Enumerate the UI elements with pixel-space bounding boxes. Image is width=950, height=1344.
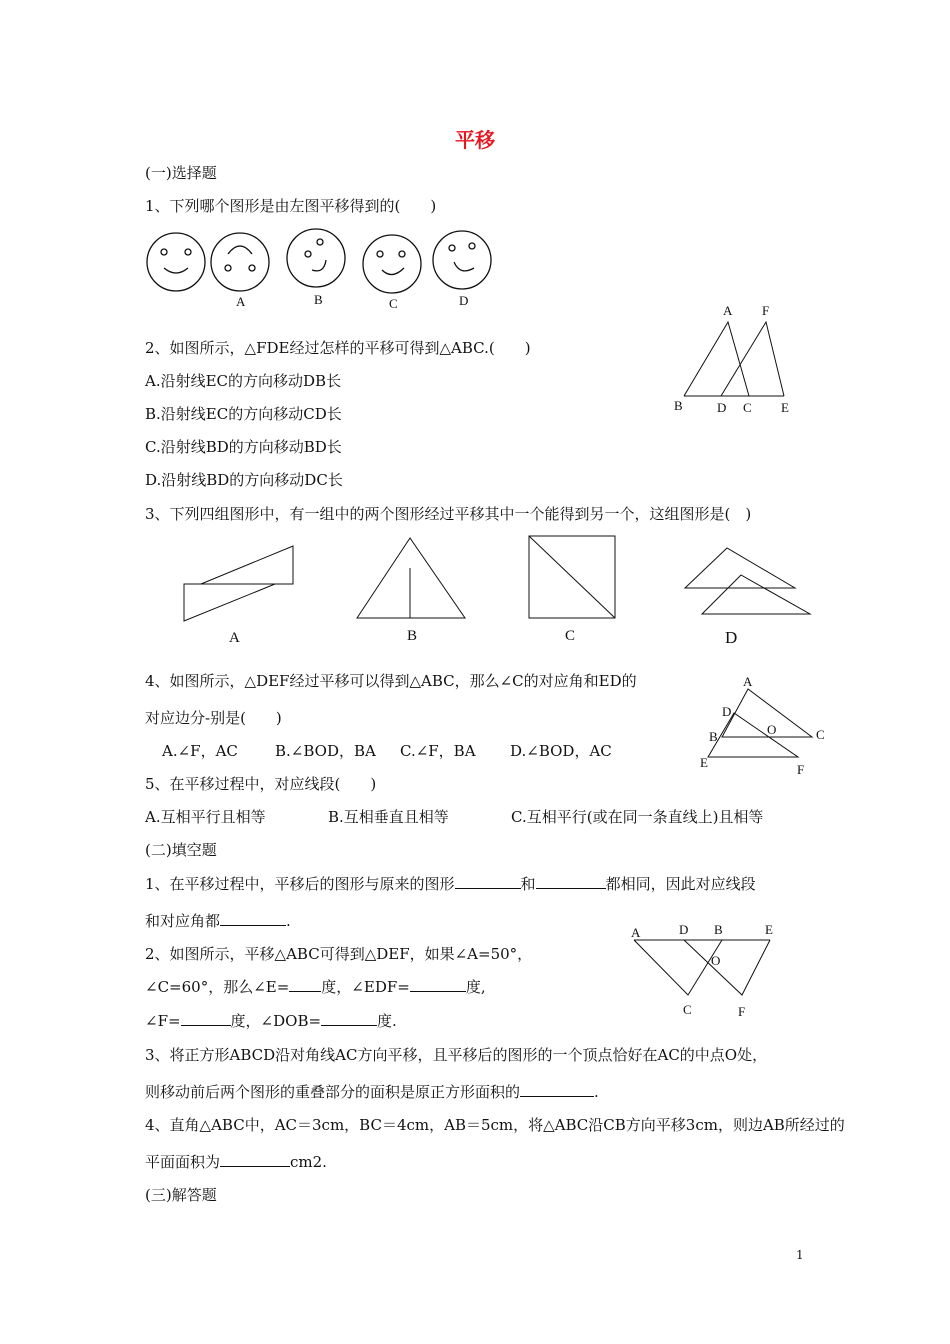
fill-1-text-b: 和: [520, 875, 536, 893]
fill-2-text-e: 度，∠DOB=: [230, 1012, 322, 1030]
question-2-text: 2、如图所示，△FDE经过怎样的平移可得到△ABC.( ): [145, 339, 531, 357]
fill-2-text-d: ∠F=: [145, 1012, 181, 1030]
q1-faces-figure: [140, 226, 500, 296]
face-option-b: [287, 229, 345, 287]
fill-3-line-2: [145, 1082, 599, 1102]
fill-4-text-a: 平面面积为: [145, 1153, 221, 1171]
fill-3-text-a: 则移动前后两个图形的重叠部分的面积是原正方形面积的: [145, 1083, 521, 1101]
q2-option-a: A.沿射线EC的方向移动DB长: [145, 372, 342, 390]
fill-2-line-1: 2、如图所示，平移△ABC可得到△DEF，如果∠A=50°，: [145, 945, 533, 963]
fill-2-line-3: [145, 1011, 397, 1031]
q4-fig-label-e: E: [700, 755, 708, 770]
q2-fig-label-b: B: [674, 398, 683, 413]
fill-1-text-d: 和对应角都: [145, 912, 221, 930]
q4-fig-label-b: B: [709, 729, 718, 744]
fill-1-text-c: 都相同，因此对应线段: [605, 875, 756, 893]
f2-fig-label-b: B: [714, 922, 723, 937]
q1-label-c: C: [389, 296, 398, 311]
fill-3-text-b: .: [594, 1083, 599, 1101]
q5-option-b: B.互相垂直且相等: [328, 808, 449, 826]
q1-label-b: B: [314, 292, 323, 307]
q2-fig-label-c: C: [743, 400, 752, 415]
f2-fig-label-f: F: [738, 1004, 746, 1019]
fill-1-text-e: .: [286, 912, 291, 930]
fill-4-blank[interactable]: [220, 1152, 290, 1167]
fill-2-line-2: [145, 977, 486, 997]
face-option-a: [211, 233, 269, 291]
f2-fig-label-e: E: [765, 922, 773, 937]
q5-option-a: A.互相平行且相等: [145, 808, 266, 826]
shape-group-b: [357, 538, 465, 618]
fill-1-text-a: 1、在平移过程中，平移后的图形与原来的图形: [145, 875, 455, 893]
q4-option-c: C.∠F，BA: [400, 742, 476, 760]
question-1-text: 1、下列哪个图形是由左图平移得到的( ): [145, 197, 437, 215]
page-title: 平移: [455, 128, 495, 152]
q2-fig-label-d: D: [717, 400, 727, 415]
q4-option-a: A.∠F，AC: [162, 742, 238, 760]
face-option-c: [363, 235, 421, 293]
q3-label-a: A: [229, 630, 240, 646]
q4-fig-label-a: A: [743, 674, 753, 689]
face-option-d: [433, 231, 491, 289]
q3-label-c: C: [565, 628, 576, 644]
q2-fig-label-f: F: [762, 303, 770, 318]
fill-2-text-a: ∠C=60°，那么∠E=: [145, 978, 290, 996]
fill-4-line-1: 4、直角△ABC中，AC＝3cm，BC＝4cm，AB＝5cm，将△ABC沿CB方向平移3cm，则边AB所经过的: [145, 1116, 845, 1134]
fill-2-text-f: 度.: [377, 1012, 397, 1030]
fill-1-blank-1[interactable]: [455, 874, 521, 889]
q2-fig-label-e: E: [781, 400, 789, 415]
question-3-text: 3、下列四组图形中，有一组中的两个图形经过平移其中一个能得到另一个，这组图形是( ): [145, 505, 752, 523]
q4-fig-label-c: C: [816, 727, 825, 742]
original-face: [147, 233, 205, 291]
section-heading-choice: (一)选择题: [145, 164, 217, 182]
q3-label-d: D: [725, 628, 738, 647]
f2-fig-label-o: O: [711, 953, 721, 968]
fill-1-line-2: [145, 911, 291, 931]
section-heading-answer: (三)解答题: [145, 1186, 217, 1204]
q2-option-d: D.沿射线BD的方向移动DC长: [145, 471, 343, 489]
fill-1-line-1: [145, 874, 756, 894]
q4-option-d: D.∠BOD，AC: [510, 742, 612, 760]
q4-option-b: B.∠BOD，BA: [275, 742, 376, 760]
q2-fig-label-a: A: [723, 303, 733, 318]
fill-2-text-b: 度，∠EDF=: [321, 978, 410, 996]
f2-fig-label-c: C: [683, 1002, 692, 1017]
q4-fig-label-f: F: [797, 762, 805, 777]
fill-3-blank[interactable]: [520, 1082, 594, 1097]
q4-fig-label-d: D: [722, 704, 732, 719]
fill-1-blank-2[interactable]: [536, 874, 606, 889]
question-4-text-2: 对应边分-别是( ): [145, 709, 282, 727]
q1-label-d: D: [459, 293, 469, 308]
question-5-text: 5、在平移过程中，对应线段( ): [145, 775, 377, 793]
shape-group-c: [529, 536, 615, 618]
shape-group-a: [184, 546, 293, 621]
fill-1-blank-3[interactable]: [220, 911, 286, 926]
fill-2-text-c: 度,: [465, 978, 486, 996]
q3-shapes-figure: [175, 530, 825, 630]
f2-triangles-figure: [630, 925, 780, 1005]
shape-group-d: [685, 548, 810, 614]
f2-fig-label-d: D: [679, 922, 689, 937]
q1-label-a: A: [236, 294, 246, 309]
q5-option-c: C.互相平行(或在同一条直线上)且相等: [511, 808, 764, 826]
q4-triangles-figure: [700, 675, 820, 775]
f2-fig-label-a: A: [631, 925, 641, 940]
fill-2-blank-e[interactable]: [289, 977, 321, 992]
question-4-text-1: 4、如图所示，△DEF经过平移可以得到△ABC，那么∠C的对应角和ED的: [145, 672, 637, 690]
page-number: 1: [796, 1248, 804, 1262]
q2-option-c: C.沿射线BD的方向移动BD长: [145, 438, 342, 456]
fill-4-text-b: cm2.: [290, 1153, 327, 1171]
q3-label-b: B: [407, 628, 418, 644]
section-heading-fill: (二)填空题: [145, 841, 217, 859]
fill-2-blank-dob[interactable]: [321, 1011, 377, 1026]
fill-3-line-1: 3、将正方形ABCD沿对角线AC方向平移，且平移后的图形的一个顶点恰好在AC的中点O处，: [145, 1046, 768, 1064]
q4-fig-label-o: O: [767, 722, 777, 737]
fill-2-blank-f[interactable]: [181, 1011, 231, 1026]
fill-4-line-2: [145, 1152, 327, 1172]
fill-2-blank-edf[interactable]: [410, 977, 466, 992]
q2-option-b: B.沿射线EC的方向移动CD长: [145, 405, 342, 423]
